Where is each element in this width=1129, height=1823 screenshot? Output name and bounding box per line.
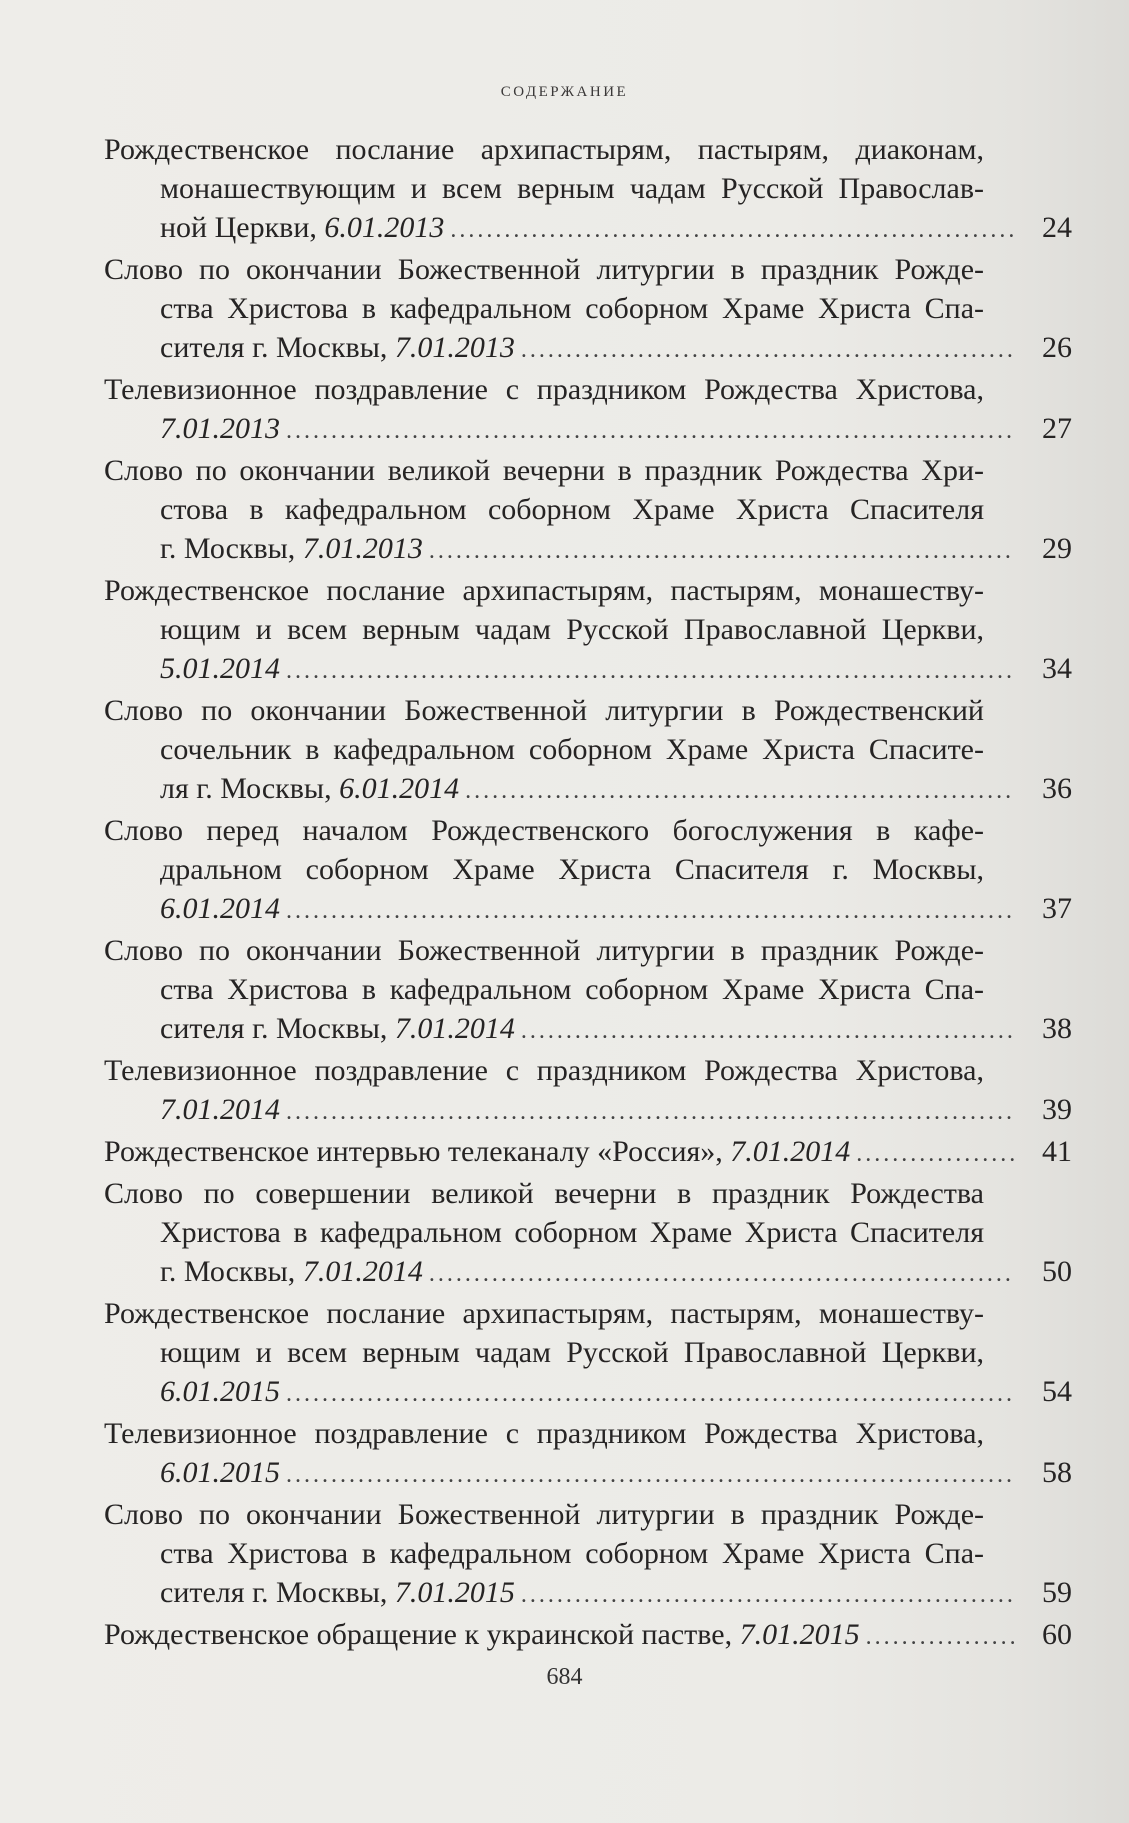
toc-entry-title-end: Рождественское обращение к украинской пастве,	[104, 1618, 733, 1651]
toc-entry-last-line	[104, 1573, 1072, 1615]
toc-entry-page-number: 38	[1042, 1012, 1072, 1045]
toc-entry	[104, 130, 1072, 250]
dot-leader	[465, 772, 1014, 811]
toc-entry-title-end: сителя г. Москвы,	[160, 331, 388, 364]
toc-entry-title-line: Слово по совершении великой вечерни в праздник Рождества	[104, 1177, 984, 1210]
toc-entry-title-line: Рождественское послание архипастырям, пастырям, диаконам,	[104, 133, 984, 166]
toc-entry-last-text	[160, 1090, 280, 1129]
toc-entry	[104, 1132, 1072, 1174]
toc-entry-title-end: г. Москвы,	[160, 1255, 296, 1288]
toc-entry-title-line: Слово по окончании Божественной литургии в праздник Рожде-	[104, 934, 984, 967]
toc-entry-page-number: 60	[1042, 1618, 1072, 1651]
toc-entry-page-number: 27	[1042, 412, 1072, 445]
dot-leader	[856, 1135, 1014, 1174]
toc-entry-last-text	[160, 769, 459, 808]
toc-entry-last-text	[160, 1372, 280, 1411]
page-number: 684	[546, 1664, 583, 1690]
toc-entry-last-text	[104, 1132, 850, 1171]
toc-entry-date: 6.01.2015	[160, 1456, 280, 1489]
toc-entry-page-number: 26	[1042, 331, 1072, 364]
toc-entry-date: 6.01.2014	[339, 772, 460, 805]
toc-entry-last-line	[104, 1009, 1072, 1051]
toc-entry-page-number: 34	[1042, 652, 1072, 685]
toc-entry-date: 6.01.2013	[324, 211, 445, 244]
toc-entry-last-line	[104, 889, 1072, 931]
toc-entry-title	[104, 1174, 1072, 1252]
toc-entry	[104, 451, 1072, 571]
dot-leader	[286, 1093, 1014, 1132]
toc-entry-page-number: 54	[1042, 1375, 1072, 1408]
toc-entry-title-line: ющим и всем верным чадам Русской Православной Церкви,	[160, 1336, 984, 1369]
toc-entry-date: 7.01.2013	[394, 331, 515, 364]
toc-entry-date: 5.01.2014	[160, 652, 280, 685]
toc-entry-title-line: ства Христова в кафедральном соборном Храме Христа Спа-	[160, 1537, 984, 1570]
toc-entry	[104, 571, 1072, 691]
toc-entry-last-line	[104, 208, 1072, 250]
toc-entry-date: 7.01.2013	[160, 412, 280, 445]
toc-entry	[104, 1615, 1072, 1657]
toc-entry	[104, 1414, 1072, 1495]
toc-entry-title	[104, 451, 1072, 529]
toc-entry-date: 7.01.2014	[302, 1255, 423, 1288]
toc-entry-title	[104, 691, 1072, 769]
toc-entry-page-number: 41	[1042, 1135, 1072, 1168]
dot-leader	[521, 1576, 1014, 1615]
toc-entry-last-line	[104, 649, 1072, 691]
toc-entry-title	[104, 1495, 1072, 1573]
toc-entry-date: 7.01.2015	[394, 1576, 515, 1609]
toc-entry-last-line	[104, 1090, 1072, 1132]
toc-entry-title-line: ства Христова в кафедральном соборном Храме Христа Спа-	[160, 973, 984, 1006]
toc-entry-title	[104, 1414, 1072, 1453]
toc-entry-title-line: ющим и всем верным чадам Русской Православной Церкви,	[160, 613, 984, 646]
toc-entry-page-number: 24	[1042, 211, 1072, 244]
toc-entry-title	[104, 931, 1072, 1009]
toc-entry-title-line: Телевизионное поздравление с праздником Рождества Христова,	[104, 1054, 984, 1087]
toc-entry-last-text	[160, 328, 515, 367]
toc-entry-title-line: Слово по окончании Божественной литургии в праздник Рожде-	[104, 253, 984, 286]
toc-entry-title-end: сителя г. Москвы,	[160, 1012, 388, 1045]
toc-entry-title	[104, 1051, 1072, 1090]
toc-entry-last-text	[160, 1252, 423, 1291]
toc-entry	[104, 1294, 1072, 1414]
toc-entry-title-line: Рождественское послание архипастырям, пастырям, монашеству-	[104, 574, 984, 607]
dot-leader	[429, 1255, 1014, 1294]
toc-entry	[104, 691, 1072, 811]
toc-entry-title-line: Слово по окончании великой вечерни в праздник Рождества Хри-	[104, 454, 984, 487]
dot-leader	[450, 211, 1014, 250]
dot-leader	[521, 1012, 1014, 1051]
toc-entry-title	[104, 1294, 1072, 1372]
dot-leader	[286, 1456, 1014, 1495]
toc-entry-title-line: монашествующим и всем верным чадам Русской Православ-	[160, 172, 984, 205]
toc-entry-last-text	[160, 649, 280, 688]
toc-entry-title	[104, 811, 1072, 889]
toc-entry-page-number: 39	[1042, 1093, 1072, 1126]
toc-entry-title-line: Слово по окончании Божественной литургии в Рождественский	[104, 694, 984, 727]
toc-entry-page-number: 58	[1042, 1456, 1072, 1489]
toc-entry-title-end: г. Москвы,	[160, 532, 296, 565]
toc-entry-title-line: Слово по окончании Божественной литургии в праздник Рожде-	[104, 1498, 984, 1531]
toc-entry-title-line: Рождественское послание архипастырям, пастырям, монашеству-	[104, 1297, 984, 1330]
toc-entry-last-line	[104, 529, 1072, 571]
dot-leader	[286, 652, 1014, 691]
toc-entry-title-end: ля г. Москвы,	[160, 772, 332, 805]
toc-entry-last-text	[160, 1573, 515, 1612]
toc-entry-title	[104, 250, 1072, 328]
toc-entry-title-line: стова в кафедральном соборном Храме Христа Спасителя	[160, 493, 984, 526]
toc-entry-title-line: ства Христова в кафедральном соборном Храме Христа Спа-	[160, 292, 984, 325]
toc-entry-last-text	[160, 1453, 280, 1492]
toc-entry	[104, 1495, 1072, 1615]
dot-leader	[286, 892, 1014, 931]
toc-entry-date: 6.01.2014	[160, 892, 280, 925]
toc-entry-title-line: Христова в кафедральном соборном Храме Христа Спасителя	[160, 1216, 984, 1249]
toc-entry	[104, 1051, 1072, 1132]
toc-entry-title	[104, 370, 1072, 409]
toc-entry-last-text	[160, 889, 280, 928]
toc-entry-title	[104, 571, 1072, 649]
toc-entry	[104, 250, 1072, 370]
toc-entry-page-number: 36	[1042, 772, 1072, 805]
dot-leader	[429, 532, 1014, 571]
dot-leader	[286, 412, 1014, 451]
toc-entry-last-text	[104, 1615, 860, 1654]
toc-entry-page-number: 59	[1042, 1576, 1072, 1609]
toc-entry-last-text	[160, 1009, 515, 1048]
toc-entry-title-end: ной Церкви,	[160, 211, 317, 244]
toc-entry-last-text	[160, 208, 444, 247]
toc-entry-date: 7.01.2015	[739, 1618, 860, 1651]
toc-entry-date: 6.01.2015	[160, 1375, 280, 1408]
toc-entry-date: 7.01.2014	[730, 1135, 851, 1168]
toc-entry-last-text	[160, 529, 423, 568]
toc-entry-date: 7.01.2014	[394, 1012, 515, 1045]
toc-entry-title-line: дральном соборном Храме Христа Спасителя г. Москвы,	[160, 853, 984, 886]
toc-entry-title-line: Телевизионное поздравление с праздником Рождества Христова,	[104, 373, 984, 406]
toc-entry-date: 7.01.2013	[302, 532, 423, 565]
toc-entry-title	[104, 130, 1072, 208]
toc-entry	[104, 370, 1072, 451]
toc-entry-last-line	[104, 1252, 1072, 1294]
dot-leader	[521, 331, 1014, 370]
toc-entry-last-line	[104, 1615, 1072, 1657]
toc-entry-last-line	[104, 1132, 1072, 1174]
toc-entry-title-line: сочельник в кафедральном соборном Храме Христа Спасите-	[160, 733, 984, 766]
toc-entry-date: 7.01.2014	[160, 1093, 280, 1126]
dot-leader	[286, 1375, 1014, 1414]
toc-entry-last-line	[104, 1372, 1072, 1414]
dot-leader	[866, 1618, 1014, 1657]
toc-entry-page-number: 29	[1042, 532, 1072, 565]
toc-entry-last-line	[104, 1453, 1072, 1495]
running-header: СОДЕРЖАНИЕ	[500, 84, 629, 100]
toc-entry-last-line	[104, 409, 1072, 451]
toc-entry-last-line	[104, 328, 1072, 370]
toc-entry-last-text	[160, 409, 280, 448]
toc-entry	[104, 1174, 1072, 1294]
table-of-contents	[104, 130, 1072, 1657]
toc-entry	[104, 811, 1072, 931]
toc-entry-title-line: Слово перед началом Рождественского богослужения в кафе-	[104, 814, 984, 847]
toc-entry-title-end: Рождественское интервью телеканалу «Россия»,	[104, 1135, 723, 1168]
toc-entry-title-end: сителя г. Москвы,	[160, 1576, 388, 1609]
toc-entry-page-number: 50	[1042, 1255, 1072, 1288]
toc-entry-last-line	[104, 769, 1072, 811]
toc-entry	[104, 931, 1072, 1051]
toc-entry-page-number: 37	[1042, 892, 1072, 925]
toc-entry-title-line: Телевизионное поздравление с праздником Рождества Христова,	[104, 1417, 984, 1450]
